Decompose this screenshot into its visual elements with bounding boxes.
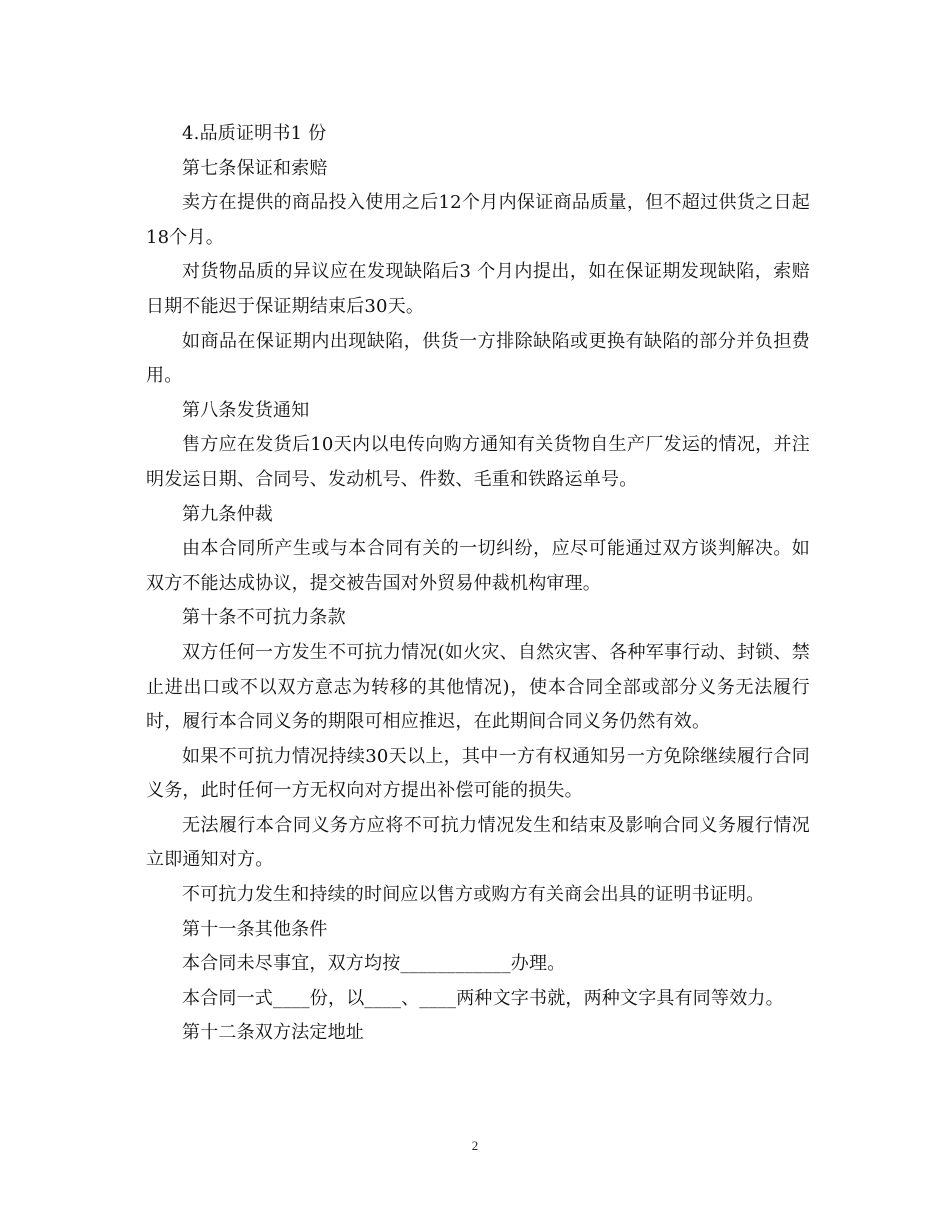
paragraph-quality-objection: 对货物品质的异议应在发现缺陷后3 个月内提出，如在保证期发现缺陷，索赔日期不能迟于保证期结束后30天。	[146, 261, 810, 317]
heading-article-11: 第十一条其他条件	[182, 918, 328, 940]
heading-article-9: 第九条仲裁	[182, 503, 273, 525]
paragraph-force-majeure-notice: 无法履行本合同义务方应将不可抗力情况发生和结束及影响合同义务履行情况立即通知对方。	[146, 814, 810, 871]
paragraph-arbitration: 由本合同所产生或与本合同有关的一切纠纷，应尽可能通过双方谈判解决。如双方不能达成协议，提交被告国对外贸易仲裁机构审理。	[146, 538, 810, 594]
heading-article-8: 第八条发货通知	[182, 399, 310, 421]
paragraph-force-majeure: 双方任何一方发生不可抗力情况(如火灾、自然灾害、各种军事行动、封锁、禁止进出口或不以双方意志为转移的其他情况)，使本合同全部或部分义务无法履行时，履行本合同义务的期限可相应推迟，在此期间合同义务仍然有效。	[146, 641, 810, 733]
paragraph-shipment-notice: 售方应在发货后10天内以电传向购方通知有关货物自生产厂发运的情况，并注明发运日期、合同号、发动机号、件数、毛重和铁路运单号。	[146, 434, 810, 490]
heading-article-12: 第十二条双方法定地址	[182, 1022, 364, 1044]
paragraph-copies-languages: 本合同一式____份，以____、____两种文字书就，两种文字具有同等效力。	[182, 987, 784, 1009]
paragraph-other-matters: 本合同未尽事宜，双方均按____________办理。	[182, 953, 566, 975]
paragraph-defect-remedy: 如商品在保证期内出现缺陷，供货一方排除缺陷或更换有缺陷的部分并负担费用。	[146, 330, 810, 387]
heading-article-10: 第十条不可抗力条款	[182, 607, 346, 629]
paragraph-warranty-period: 卖方在提供的商品投入使用之后12个月内保证商品质量，但不超过供货之日起18个月。	[146, 192, 810, 248]
paragraph-quality-certificate: 4.品质证明书1 份	[182, 123, 327, 144]
paragraph-force-majeure-proof: 不可抗力发生和持续的时间应以售方或购方有关商会出具的证明书证明。	[182, 884, 765, 906]
heading-article-7: 第七条保证和索赔	[182, 157, 328, 179]
document-body	[146, 117, 810, 1051]
page-number: 2	[471, 1138, 479, 1153]
paragraph-force-majeure-duration: 如果不可抗力情况持续30天以上，其中一方有权通知另一方免除继续履行合同义务，此时任何一方无权向对方提出补偿可能的损失。	[146, 745, 810, 802]
